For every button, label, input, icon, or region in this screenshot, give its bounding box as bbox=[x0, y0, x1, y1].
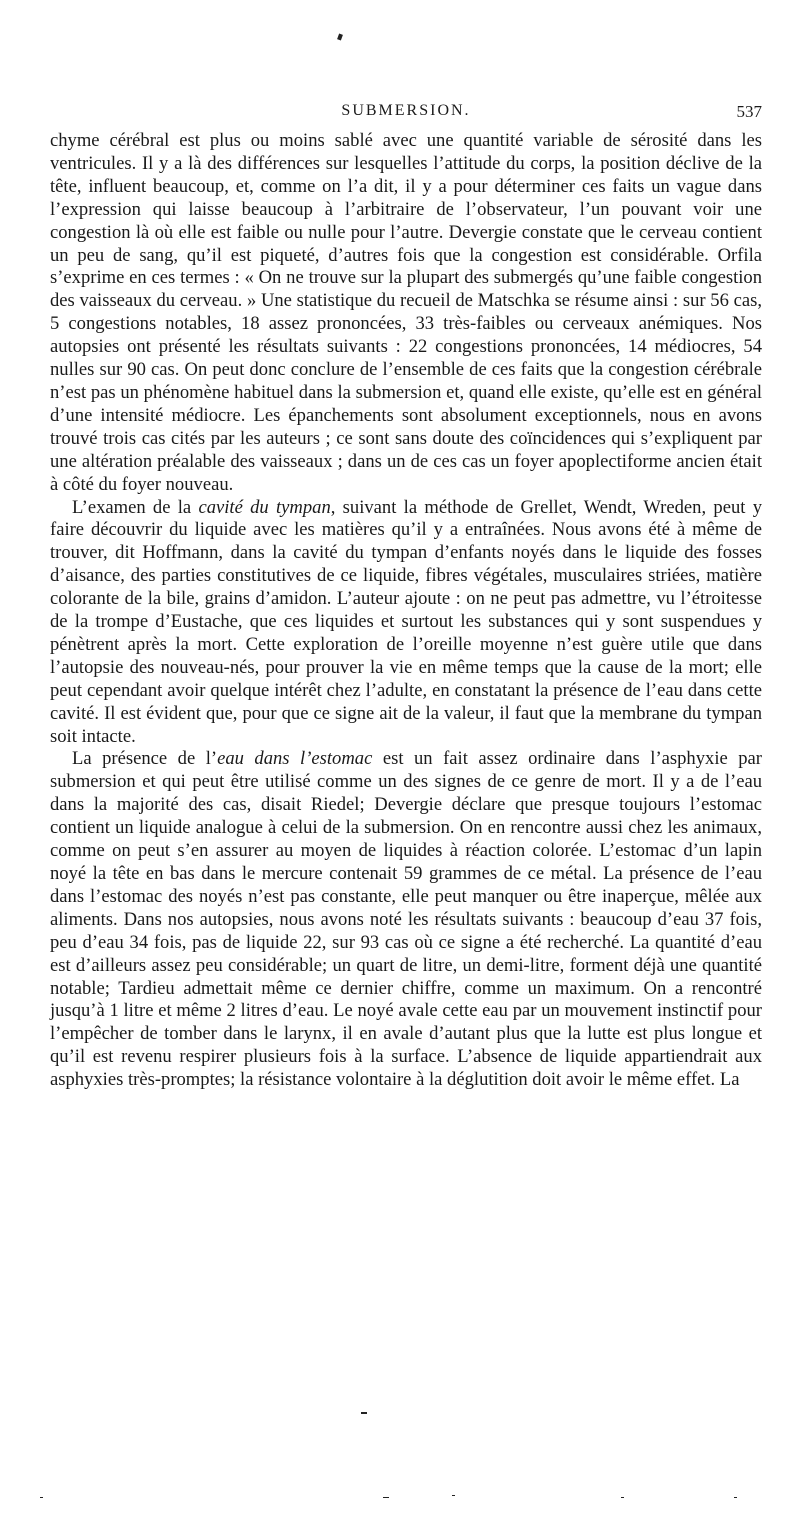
text-run: L’examen de la bbox=[72, 496, 199, 518]
page-number: 537 bbox=[736, 102, 762, 121]
text-run: est un fait assez ordinaire dans l’asphyxie par submersion et qui peut être utilisé comme un des signes de ce genre de mort. Il y a de l’eau dans la majorité des cas, disait Riedel; Devergie déclare que presque toujours l’estomac contient un liquide analogue à celui de la submersion. On en rencontre aussi chez les animaux, comme on peut s’en assurer au moyen de liquides à réaction colorée. L’estomac d’un lapin noyé la tête en bas dans le mercure contenait 59 grammes de ce métal. La présence de l’eau dans l’estomac des noyés n’est pas constante, elle peut manquer ou être inaperçue, mêlée aux aliments. Dans nos autopsies, nous avons noté les résultats suivants : beaucoup d’eau 37 fois, peu d’eau 34 fois, pas de liquide 22, sur 93 cas où ce signe a été recherché. La quantité d’eau est d’ailleurs assez peu considérable; un quart de litre, un demi-litre, forment déjà une quantité notable; Tardieu admettait même ce dernier chiffre, comme un maximum. On a rencontré jusqu’à 1 litre et même 2 litres d’eau. Le noyé avale cette eau par un mouvement instinctif pour l’empêcher de tomber dans le larynx, il en avale d’autant plus que la lutte est plus longue et qu’il est revenu respirer plusieurs fois à la surface. L’absence de liquide appartiendrait aux asphyxies très-promptes; la résistance volontaire à la déglutition doit avoir le même effet. La bbox=[50, 748, 762, 1091]
paragraph-cerebral-congestion bbox=[50, 130, 762, 497]
body-text bbox=[50, 130, 762, 1092]
text-run: chyme cérébral est plus ou moins sablé avec une quantité variable de sérosité dans les ventricules. Il y a là des différences sur lesquelles l’attitude du corps, la position déclive de la tête, influent beaucoup, et, comme on l’a dit, il y a pour déterminer ces faits un vague dans l’expression qui laisse beaucoup à l’arbitraire de l’observateur, l’un pouvant voir une congestion là où elle est faible ou nulle pour l’autre. Devergie constate que le cerveau contient un peu de sang, qu’il est piqueté, d’autres fois que la congestion est considérable. Orfila s’exprime en ces termes : « On ne trouve sur la plupart des submergés qu’une faible congestion des vaisseaux du cerveau. » Une statistique du recueil de Matschka se résume ainsi : sur 56 cas, 5 congestions notables, 18 assez prononcées, 33 très-faibles ou cerveaux anémiques. Nos autopsies ont présenté les résultats suivants : 22 congestions prononcées, 14 médiocres, 54 nulles sur 90 cas. On peut donc conclure de l’ensemble de ces faits que la congestion cérébrale n’est pas un phénomène habituel dans la submersion et, quand elle existe, qu’elle est en général d’une intensité médiocre. Les épanchements sont absolument exceptionnels, nous en avons trouvé trois cas cités par les auteurs ; ce sont sans doute des coïncidences qui s’expliquent par une altération préalable des vaisseaux ; dans un de ces cas un foyer apoplectiforme ancien était à côté du foyer nouveau. bbox=[50, 130, 762, 495]
italic-term: cavité du tympan bbox=[198, 496, 331, 518]
scan-speck bbox=[361, 1412, 367, 1414]
running-head: SUBMERSION. bbox=[341, 102, 471, 119]
text-run: La présence de l’ bbox=[72, 748, 218, 770]
ink-speck bbox=[337, 33, 343, 40]
scan-speck bbox=[383, 1497, 389, 1498]
text-run: , suivant la méthode de Grellet, Wendt, Wreden, peut y faire découvrir du liquide avec les matières qu’il y a entraînées. Nous avons été à même de trouver, dit Hoffmann, dans la cavité du tympan d’enfants noyés dans le liquide des fosses d’aisance, des parties constitutives de ce liquide, fibres végétales, musculaires striées, matière colorante de la bile, grains d’amidon. L’auteur ajoute : on ne peut pas admettre, vu l’étroitesse de la trompe d’Eustache, que ces liquides et surtout les substances qui y sont suspendues y pénètrent après la mort. Cette exploration de l’oreille moyenne n’est guère utile que dans l’autopsie des nouveau-nés, pour prouver la vie en même temps que la cause de la mort; elle peut cependant avoir quelque intérêt chez l’adulte, en constatant la présence de l’eau dans cette cavité. Il est évident que, pour que ce signe ait de la valeur, il faut que la membrane du tympan soit intacte. bbox=[50, 496, 762, 747]
italic-term: eau dans l’estomac bbox=[217, 748, 373, 770]
scan-speck bbox=[734, 1497, 737, 1498]
paragraph-water-in-stomach bbox=[50, 748, 762, 1092]
page-header bbox=[50, 102, 762, 128]
scan-speck bbox=[621, 1497, 624, 1498]
scan-speck bbox=[40, 1497, 43, 1498]
scan-speck bbox=[452, 1495, 455, 1496]
paragraph-tympanic-cavity bbox=[50, 497, 762, 749]
